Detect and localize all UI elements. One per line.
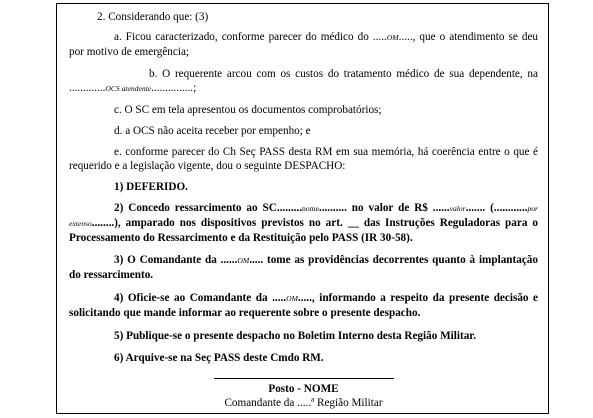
decision-4-text-1: 4) Oficie-se ao Comandante da ..... [114,292,287,304]
valor-placeholder: valor [449,204,466,213]
ocs-placeholder: OCS atendente [105,84,152,93]
om-placeholder: OM [237,256,250,265]
extenso-placeholder: por extenso [69,204,538,228]
decision-3-text-1: 3) O Comandante da ...... [114,254,238,266]
decision-2-text-2: .......... no valor de R$ ...... [318,202,450,214]
item-b-text-2: ...............; [151,82,197,94]
nome-placeholder: nome [302,204,319,213]
item-d: d. a OCS não aceita receber por empenho; e [114,125,311,137]
decision-2-text-4: (............ [490,202,528,214]
signature-role: Comandante da .....ª Região Militar [224,397,383,409]
decision-3-text-2: ..... tome as providências decorrentes quanto à implantação do ressarcimento. [69,254,538,281]
decision-6: 6) Arquive-se na Seç PASS deste Cmdo RM. [114,352,324,364]
decision-1: 1) DEFERIDO. [114,181,188,193]
signature-line [214,378,394,379]
item-a-text-2: ....., que o atendimento se deu por motivo de emergência; [69,31,538,58]
item-b-text-1: b. O requerente arcou com os custos do tratamento médico de sua dependente, na ............. [69,68,538,94]
document-frame [56,3,549,414]
decision-2 [69,201,538,245]
decision-4 [69,291,538,320]
item-a-text-1: a. Ficou caracterizado, conforme parecer do médico do ..... [114,31,387,43]
om-placeholder: OM [386,33,399,42]
decision-2-text-3: ....... [465,202,486,214]
item-e: e. conforme parecer do Ch Seç PASS desta RM em sua memória, há coerência entre o que é requerido e a legislação vigente, dou o seguinte DESPACHO: [69,146,538,172]
decision-3 [69,253,538,282]
decision-2-text-5: ........), amparado nos dispositivos previstos no art. __ das Instruções Reguladoras para o Processamento do Ressarcimento e da Restituição pelo PASS (IR 30-58). [69,217,538,244]
considering-heading: 2. Considerando que: (3) [97,11,209,23]
decision-5: 5) Publique-se o presente despacho no Boletim Interno desta Região Militar. [114,330,477,342]
signature-name: Posto - NOME [268,383,339,395]
item-c: c. O SC em tela apresentou os documentos comprobatórios; [114,104,382,116]
decision-4-text-2: ....., informando a respeito da presente decisão e solicitando que mande informar ao requerente sobre o presente despacho. [69,292,538,319]
item-a [69,30,538,59]
decision-2-text-1: 2) Concedo ressarcimento ao SC......... [114,202,303,214]
om-placeholder: OM [286,294,298,303]
dispatch-body [69,10,538,410]
item-b [69,67,538,96]
